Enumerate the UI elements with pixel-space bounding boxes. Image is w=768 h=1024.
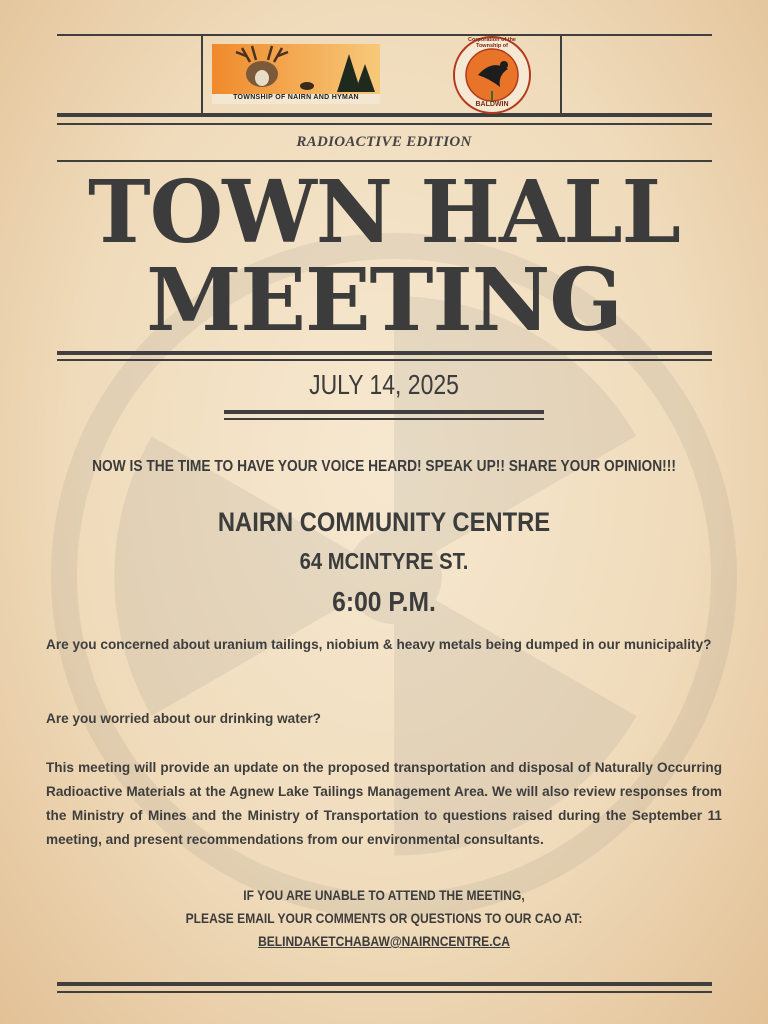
date-thin-rule [224, 418, 544, 420]
body-paragraph-update: This meeting will provide an update on the proposed transportation and disposal of Naturally Occurring Radioactive Materials at the Agnew Lake Tailings Management Area. We will also review responses from the Ministry of Mines and the Ministry of Transportation to questions raised during the September 11 meeting, and present recommendations from our environmental consultants. [46, 760, 722, 847]
baldwin-seal-name: BALDWIN [475, 101, 509, 108]
edition-label: RADIOACTIVE EDITION [296, 134, 472, 150]
meeting-time: 6:00 P.M. [332, 586, 436, 617]
meeting-date: JULY 14, 2025 [309, 369, 459, 400]
contact-email-link[interactable]: BELINDAKETCHABAW@NAIRNCENTRE.CA [258, 933, 510, 949]
footer-thick-rule [57, 982, 712, 986]
header-thick-rule [57, 113, 712, 117]
body-paragraph-water: Are you worried about our drinking water? [46, 711, 321, 726]
body-paragraph-concern: Are you concerned about uranium tailings, niobium & heavy metals being dumped in our municipality? [46, 637, 712, 652]
contact-line-1: IF YOU ARE UNABLE TO ATTEND THE MEETING, [243, 887, 525, 903]
township-baldwin-seal [452, 35, 532, 115]
headline-thick-rule [57, 351, 712, 355]
headline-line-1: TOWN HALL [88, 162, 680, 263]
header-top-rule [57, 34, 712, 36]
header-divider-right [560, 34, 562, 114]
baldwin-seal-ring-text: Corporation of the Township of [468, 37, 516, 49]
header-divider-left [201, 34, 203, 114]
venue-street: 64 MCINTYRE ST. [299, 548, 469, 574]
footer-thin-rule [57, 991, 712, 993]
nairn-hyman-logo-caption: TOWNSHIP OF NAIRN AND HYMAN [233, 94, 359, 101]
headline-thin-rule [57, 359, 712, 361]
contact-line-2: PLEASE EMAIL YOUR COMMENTS OR QUESTIONS TO OUR CAO AT: [185, 910, 583, 926]
venue-name: NAIRN COMMUNITY CENTRE [217, 507, 551, 537]
date-thick-rule [224, 410, 544, 414]
headline-line-2: MEETING [146, 250, 622, 351]
township-nairn-hyman-logo [212, 44, 380, 104]
header-thin-rule [57, 123, 712, 125]
call-to-action-headline: NOW IS THE TIME TO HAVE YOUR VOICE HEARD! SPEAK UP!! SHARE YOUR OPINION!!! [92, 458, 676, 475]
